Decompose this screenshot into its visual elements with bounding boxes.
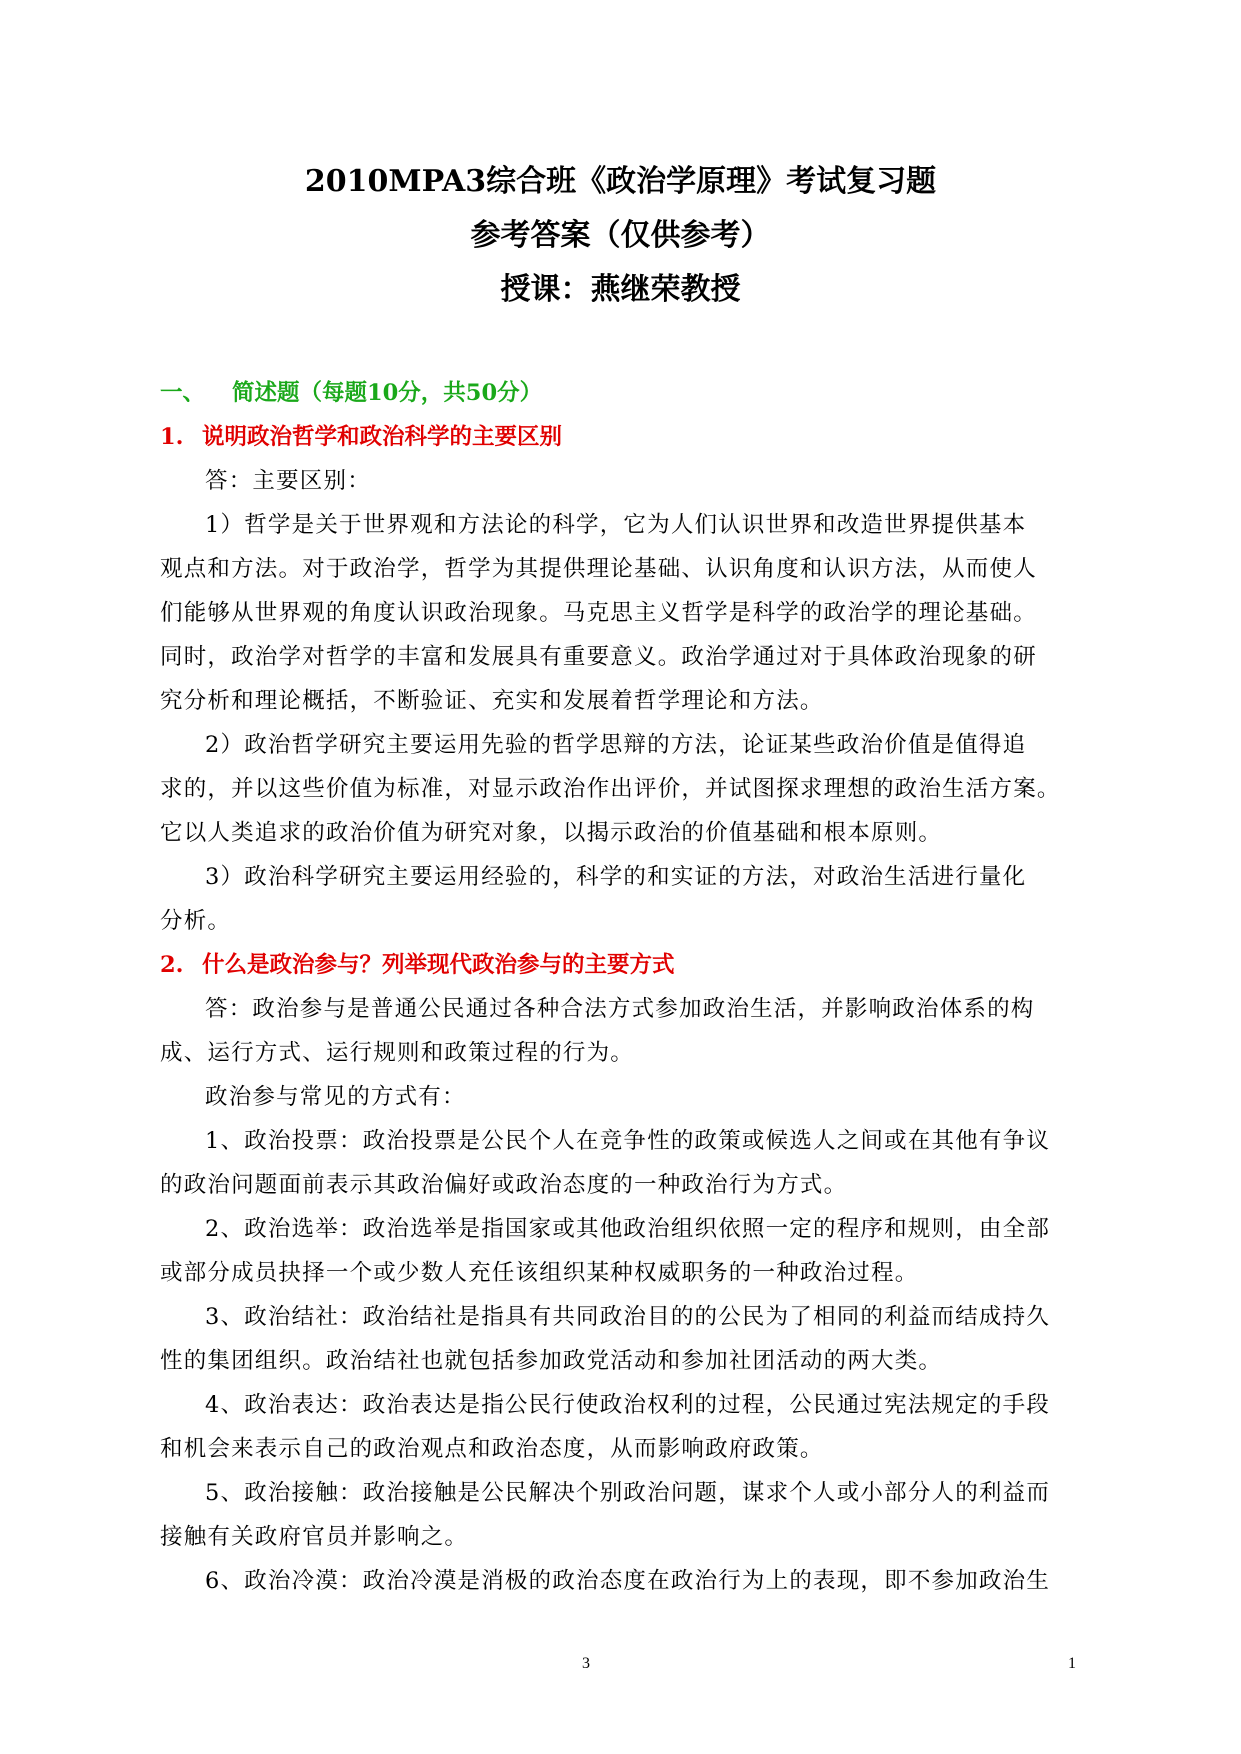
question-2-number: 2. [160, 952, 184, 978]
answer-line: 6、政治冷漠：政治冷漠是消极的政治态度在政治行为上的表现，即不参加政治生 [205, 1568, 1051, 1594]
answer-line: 答：主要区别： [205, 468, 371, 494]
answer-line: 3）政治科学研究主要运用经验的，科学的和实证的方法，对政治生活进行量化 [205, 864, 1027, 890]
answer-line: 的政治问题面前表示其政治偏好或政治态度的一种政治行为方式。 [160, 1172, 848, 1198]
answer-line: 同时，政治学对哲学的丰富和发展具有重要意义。政治学通过对于具体政治现象的研 [160, 644, 1037, 670]
answer-line: 答：政治参与是普通公民通过各种合法方式参加政治生活，并影响政治体系的构 [205, 996, 1035, 1022]
answer-line: 接触有关政府官员并影响之。 [160, 1524, 469, 1550]
answer-line: 观点和方法。对于政治学，哲学为其提供理论基础、认识角度和认识方法，从而使人 [160, 556, 1037, 582]
answer-line: 成、运行方式、运行规则和政策过程的行为。 [160, 1040, 635, 1066]
answer-line: 或部分成员抉择一个或少数人充任该组织某种权威职务的一种政治过程。 [160, 1260, 919, 1286]
page-number-right: 1 [1068, 1655, 1076, 1672]
document-subtitle: 参考答案（仅供参考） [470, 218, 771, 253]
title-block [0, 155, 1241, 317]
answer-line: 它以人类追求的政治价值为研究对象，以揭示政治的价值基础和根本原则。 [160, 820, 943, 846]
answer-line: 分析。 [160, 908, 232, 934]
answer-line: 性的集团组织。政治结社也就包括参加政党活动和参加社团活动的两大类。 [160, 1348, 943, 1374]
page-number-center: 3 [582, 1655, 590, 1672]
question-2-heading [160, 943, 1082, 987]
question-1-heading [160, 415, 1082, 459]
question-1-title: 说明政治哲学和政治科学的主要区别 [202, 424, 563, 450]
question-1-number: 1. [160, 424, 184, 450]
lecturer-line: 授课：燕继荣教授 [500, 272, 741, 307]
answer-line: 5、政治接触：政治接触是公民解决个别政治问题，谋求个人或小部分人的利益而 [205, 1480, 1051, 1506]
question-2-title: 什么是政治参与？列举现代政治参与的主要方式 [202, 952, 675, 978]
answer-line: 4、政治表达：政治表达是指公民行使政治权利的过程，公民通过宪法规定的手段 [205, 1392, 1051, 1418]
section-title: 简述题（每题10分，共50分） [232, 380, 543, 406]
section-heading [160, 371, 1082, 415]
answer-line: 和机会来表示自己的政治观点和政治态度，从而影响政府政策。 [160, 1436, 824, 1462]
answer-line: 1、政治投票：政治投票是公民个人在竞争性的政策或候选人之间或在其他有争议 [205, 1128, 1051, 1154]
section-number: 一、 [160, 380, 206, 406]
document-title: 2010MPA3综合班《政治学原理》考试复习题 [304, 164, 937, 199]
answer-line: 2）政治哲学研究主要运用先验的哲学思辩的方法，论证某些政治价值是值得追 [205, 732, 1027, 758]
answer-line: 究分析和理论概括，不断验证、充实和发展着哲学理论和方法。 [160, 688, 824, 714]
answer-line: 2、政治选举：政治选举是指国家或其他政治组织依照一定的程序和规则，由全部 [205, 1216, 1051, 1242]
answer-line: 1）哲学是关于世界观和方法论的科学，它为人们认识世界和改造世界提供基本 [205, 512, 1027, 538]
answer-line: 政治参与常见的方式有： [205, 1084, 466, 1110]
answer-line: 3、政治结社：政治结社是指具有共同政治目的的公民为了相同的利益而结成持久 [205, 1304, 1051, 1330]
document-body [160, 371, 1082, 1603]
answer-line: 求的，并以这些价值为标准，对显示政治作出评价，并试图探求理想的政治生活方案。 [160, 776, 1061, 802]
answer-line: 们能够从世界观的角度认识政治现象。马克思主义哲学是科学的政治学的理论基础。 [160, 600, 1037, 626]
